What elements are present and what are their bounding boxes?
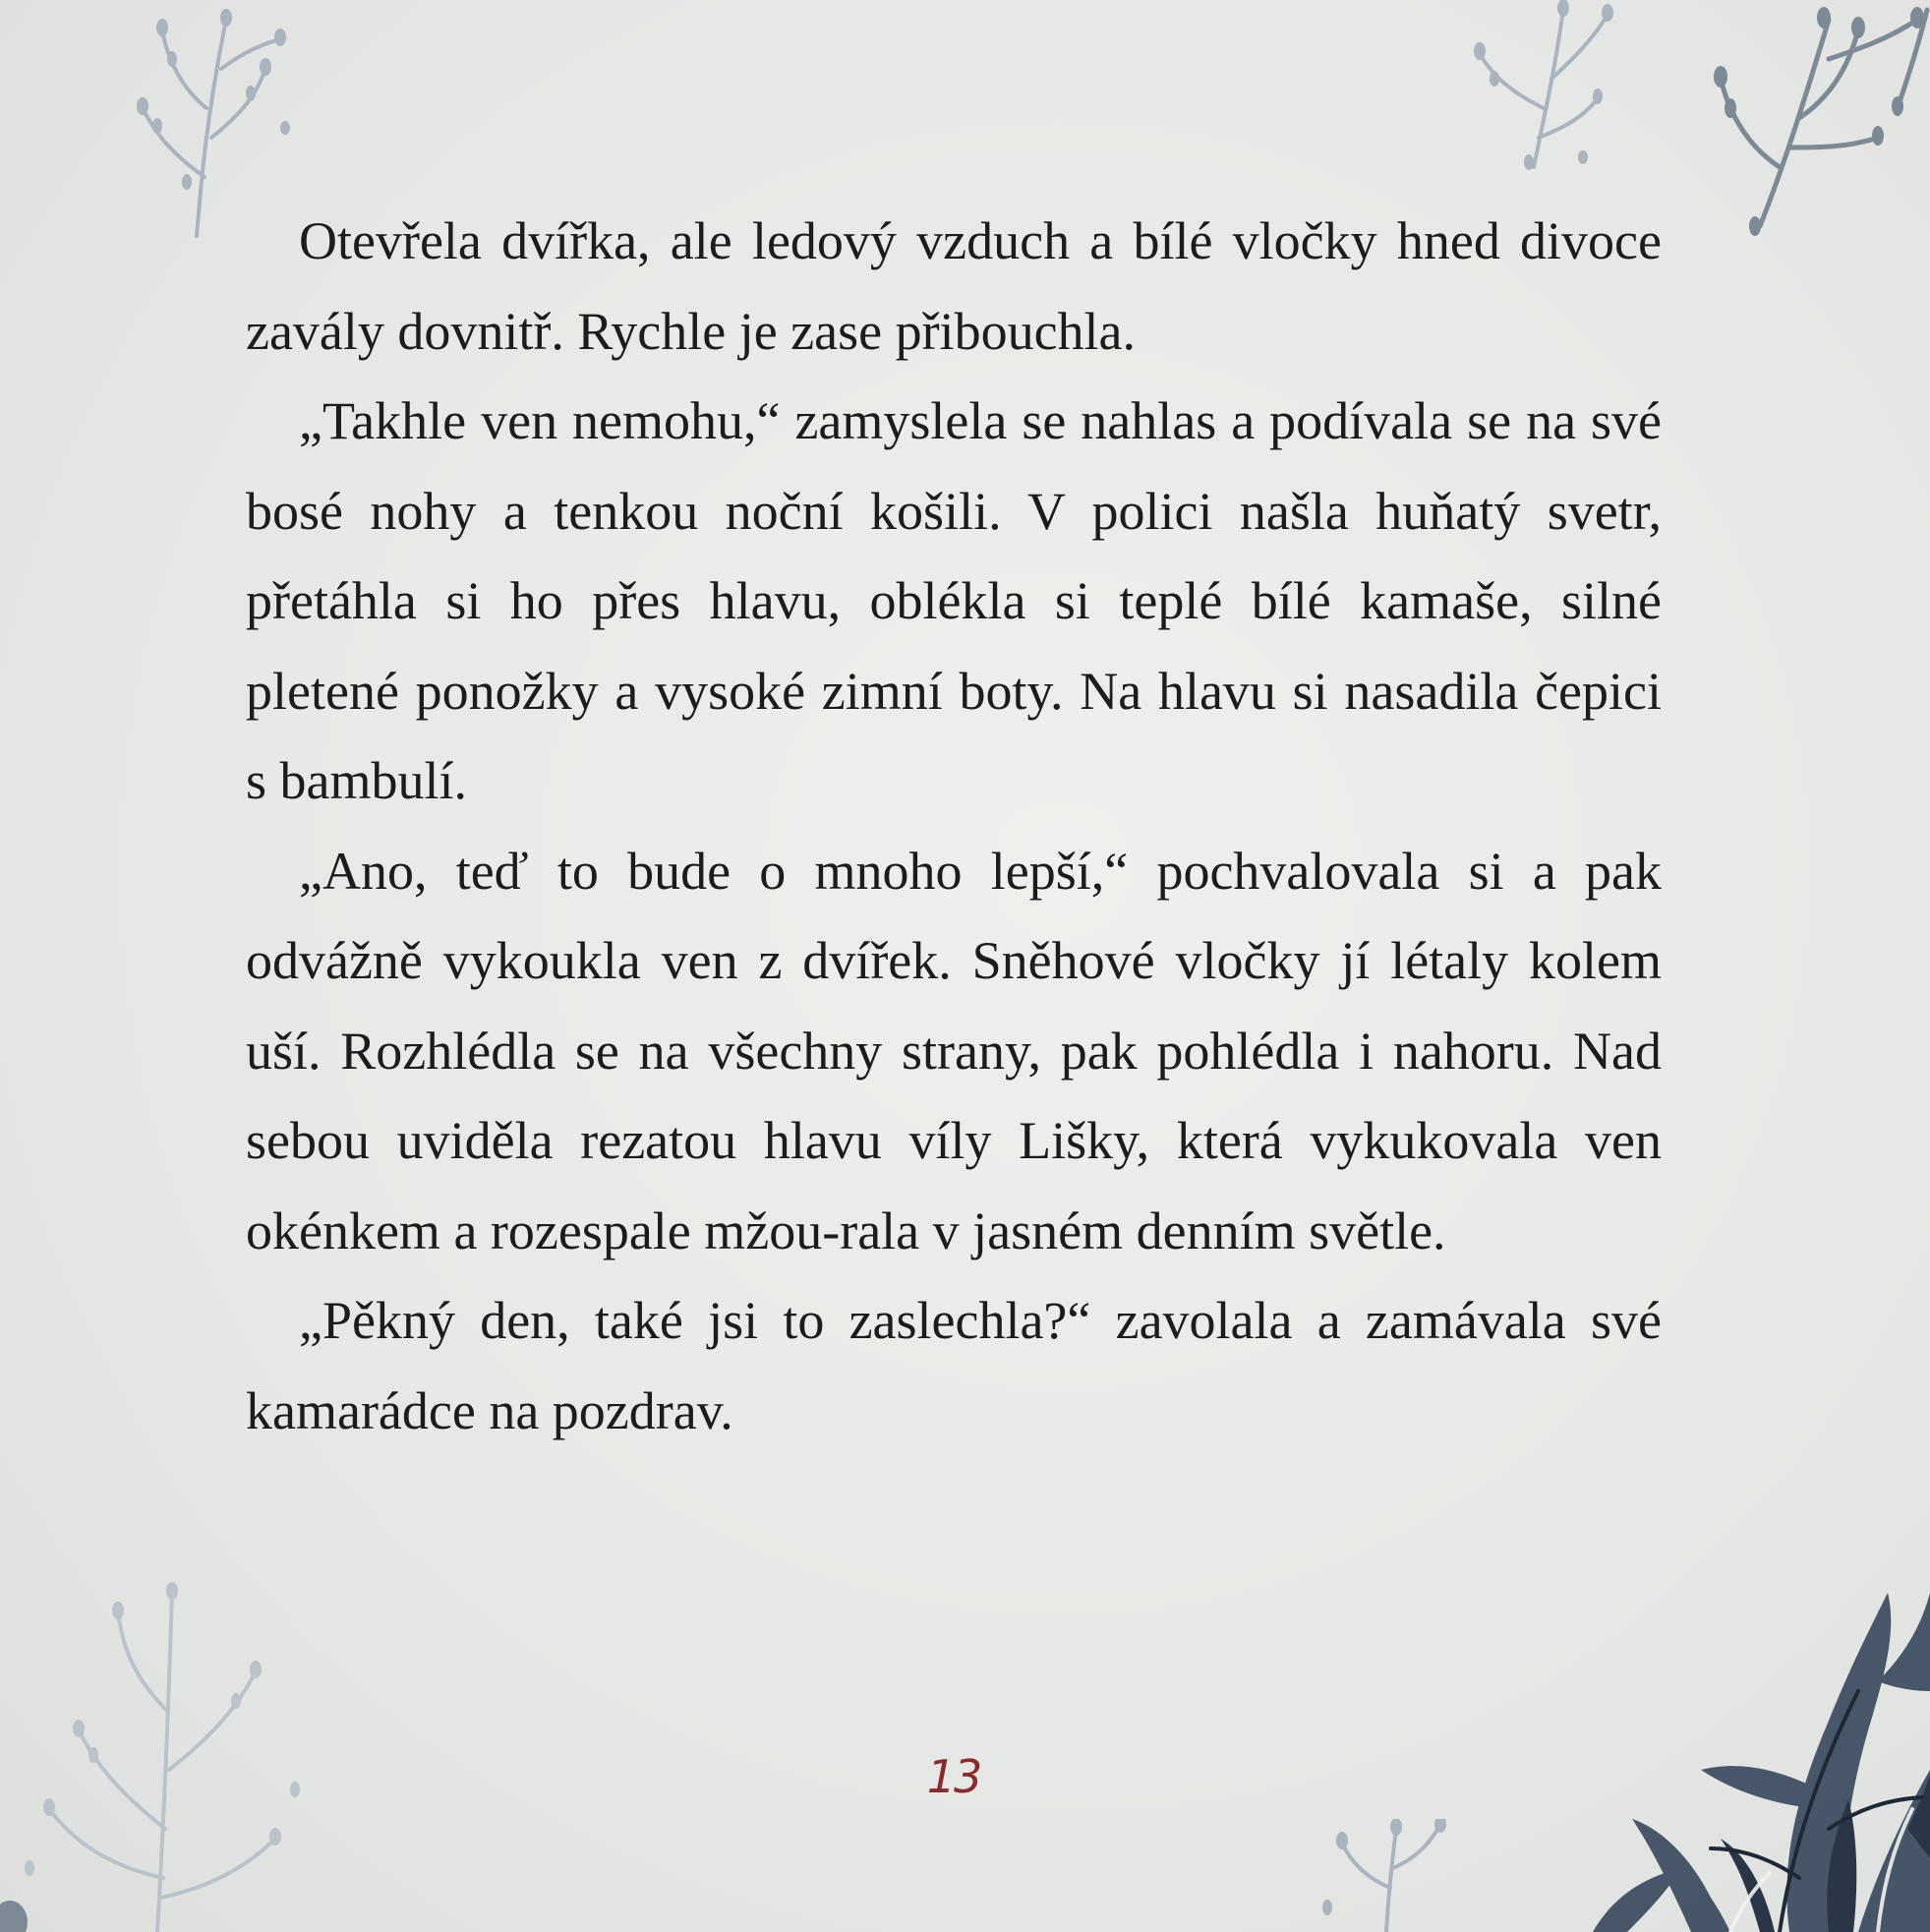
- branch-sprig-icon: [0, 1573, 324, 1932]
- paragraph: „Ano, teď to bude o mnoho lepší,“ pochvalovala si a pak odvážně vykoukla ven z dvířek. Sněhové vločky jí létaly kolem uší. Rozhlédla se na všechny strany, pak pohlédla i nahoru. Nad sebou uviděla rezatou hlavu víly Lišky, která vykukovala ven okénkem a rozespale mžou-rala v jasném denním světle.: [246, 841, 1662, 1260]
- paragraph: „Takhle ven nemohu,“ zamyslela se nahlas a podívala se na své bosé nohy a tenkou noční košili. V polici našla huňatý svetr, přetáhla si ho přes hlavu, oblékla si teplé bílé kamaše, silné pletené ponožky a vysoké zimní boty. Na hlavu si nasadila čepici s bambulí.: [246, 391, 1662, 810]
- paragraph: „Pěkný den, také jsi to zaslechla?“ zavolala a zamávala své kamarádce na pozdrav.: [246, 1291, 1662, 1440]
- branch-sprig-icon: [1298, 1819, 1475, 1932]
- page-number: 13: [926, 1750, 981, 1803]
- story-text: [246, 197, 1662, 1456]
- paragraph: Otevřela dvířka, ale ledový vzduch a bílé vločky hned divoce zavály dovnitř. Rychle je zase přibouchla.: [246, 211, 1662, 361]
- dark-leaves-icon: [1534, 1534, 1930, 1932]
